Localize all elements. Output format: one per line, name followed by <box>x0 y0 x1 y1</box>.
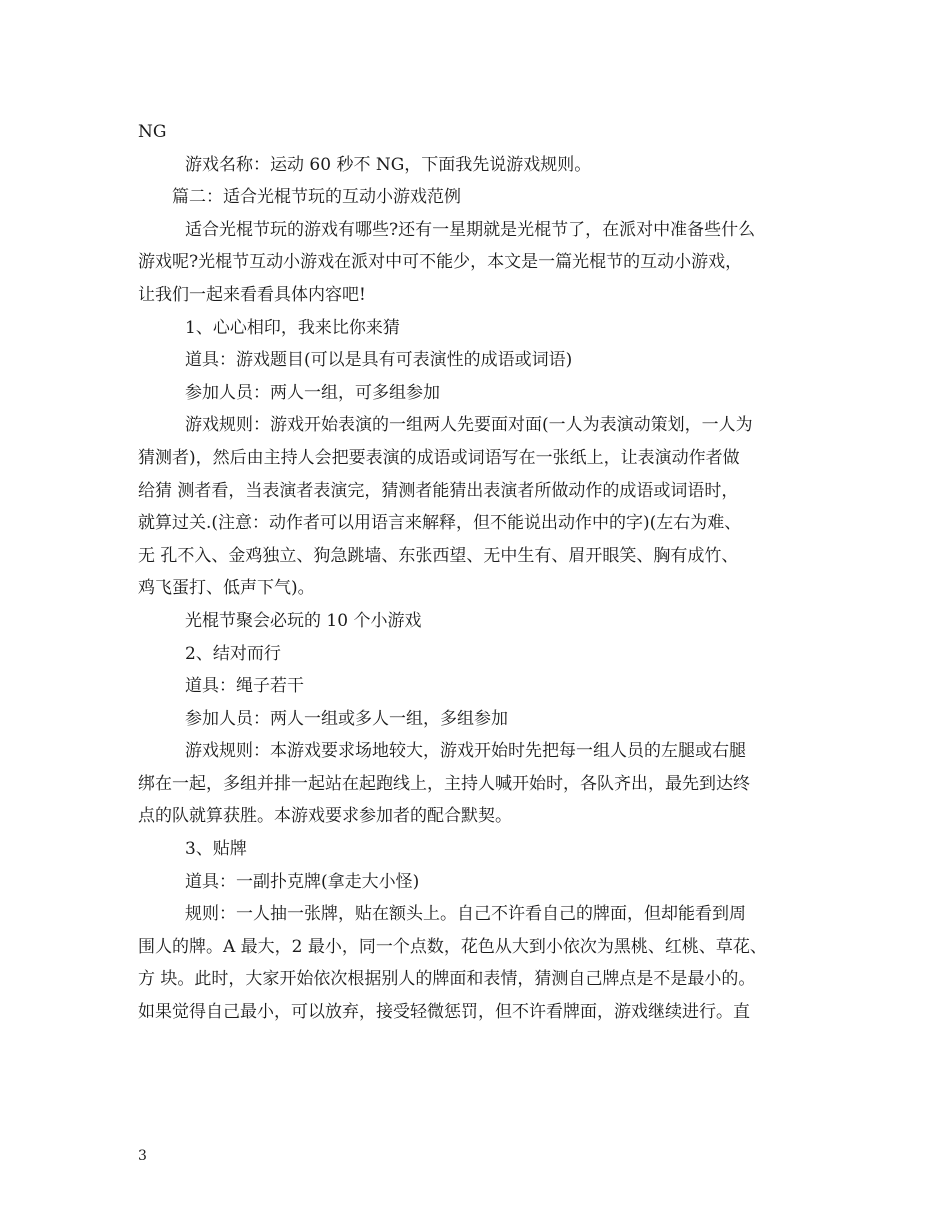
text-line: 规则：一人抽一张牌，贴在额头上。自己不许看自己的牌面，但却能看到周 <box>185 904 746 925</box>
text-line: 游戏名称：运动 60 秒不 NG，下面我先说游戏规则。 <box>185 154 592 175</box>
text-line: 无 孔不入、金鸡独立、狗急跳墙、东张西望、无中生有、眉开眼笑、胸有成竹、 <box>138 545 739 566</box>
text-line: 点的队就算获胜。本游戏要求参加者的配合默契。 <box>138 806 512 827</box>
text-line: 就算过关.(注意：动作者可以用语言来解释，但不能说出动作中的字)(左右为难、 <box>138 513 742 534</box>
text-line: 游戏规则：游戏开始表演的一组两人先要面对面(一人为表演动策划，一人为 <box>185 415 753 436</box>
text-line: 给猜 测者看，当表演者表演完，猜测者能猜出表演者所做动作的成语或词语时， <box>138 480 739 501</box>
page-number: 3 <box>138 1148 147 1164</box>
text-line: NG <box>138 122 167 142</box>
text-line: 猜测者)，然后由主持人会把要表演的成语或词语写在一张纸上，让表演动作者做 <box>138 447 740 468</box>
text-line: 方 块。此时，大家开始依次根据别人的牌面和表情，猜测自己牌点是不是最小的。 <box>138 969 756 990</box>
text-line: 绑在一起，多组并排一起站在起跑线上，主持人喊开始时，各队齐出，最先到达终 <box>138 773 750 794</box>
text-line: 道具：一副扑克牌(拿走大小怪) <box>185 871 420 892</box>
game-heading: 2、结对而行 <box>185 643 281 664</box>
document-body <box>138 116 816 1029</box>
text-line: 让我们一起来看看具体内容吧! <box>138 284 366 305</box>
text-line: 游戏呢?光棍节互动小游戏在派对中可不能少，本文是一篇光棍节的互动小游戏， <box>138 252 743 273</box>
text-line: 参加人员：两人一组，可多组参加 <box>185 382 440 403</box>
game-heading: 3、贴牌 <box>185 839 247 860</box>
text-line: 道具：游戏题目(可以是具有可表演性的成语或词语) <box>185 350 573 371</box>
text-line: 游戏规则：本游戏要求场地较大，游戏开始时先把每一组人员的左腿或右腿 <box>185 741 746 762</box>
text-line: 道具：绳子若干 <box>185 676 304 697</box>
text-line: 参加人员：两人一组或多人一组，多组参加 <box>185 708 508 729</box>
text-line: 适合光棍节玩的游戏有哪些?还有一星期就是光棍节了，在派对中准备些什么 <box>185 219 756 240</box>
game-heading: 1、心心相印，我来比你来猜 <box>185 317 400 338</box>
text-line: 光棍节聚会必玩的 10 个小游戏 <box>185 610 422 631</box>
text-line: 围人的牌。A 最大，2 最小，同一个点数，花色从大到小依次为黑桃、红桃、草花、 <box>138 936 767 957</box>
text-line: 如果觉得自己最小，可以放弃，接受轻微惩罚，但不许看牌面，游戏继续进行。直 <box>138 1002 750 1023</box>
text-line: 鸡飞蛋打、低声下气)。 <box>138 578 315 599</box>
section-heading: 篇二：适合光棍节玩的互动小游戏范例 <box>172 187 461 208</box>
